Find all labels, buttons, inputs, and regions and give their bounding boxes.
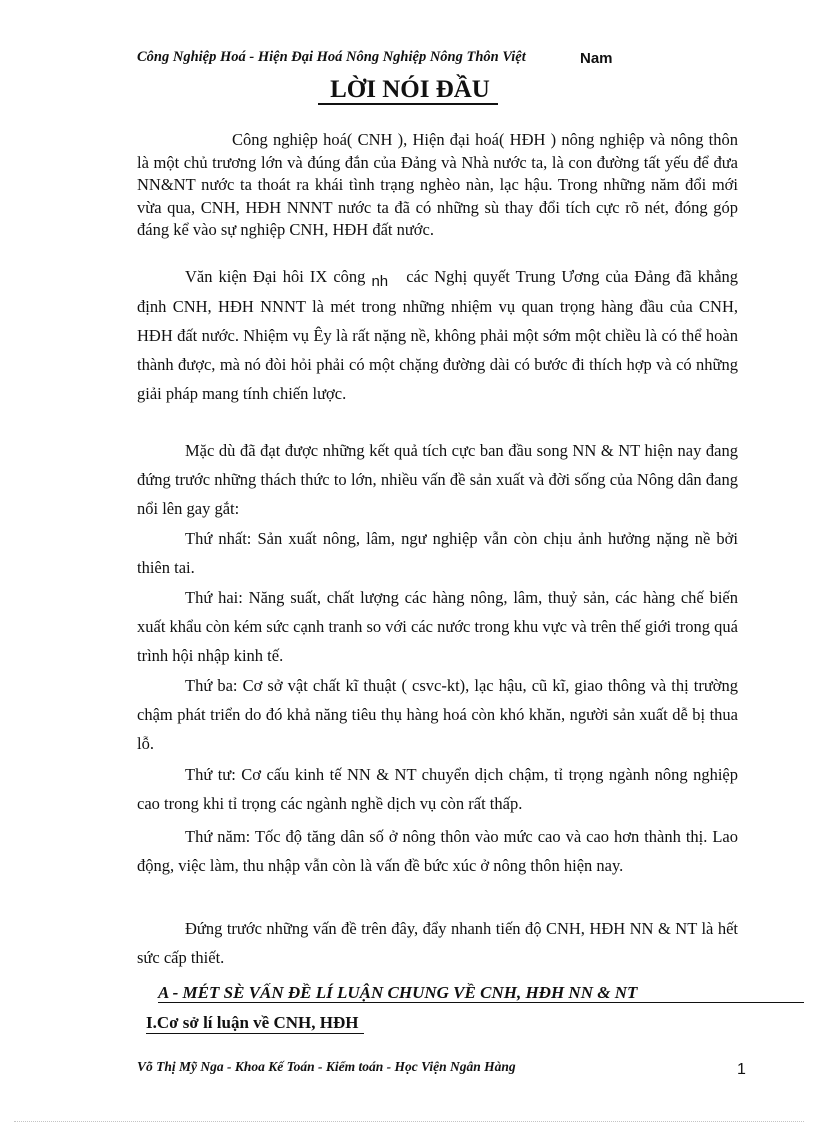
paragraph-thu-nhat: Thứ nhất: Sản xuất nông, lâm, ngư nghiệp vẫn còn chịu ảnh hưởng nặng nề bởi thiên tai. [137, 529, 738, 577]
paragraph-thu-tu: Thứ tư: Cơ cấu kinh tế NN & NT chuyển dịch chậm, tỉ trọng ngành nông nghiệp cao trong khi tỉ trọng các ngành nghề dịch vụ còn rất thấp. [137, 765, 738, 813]
running-header [137, 46, 657, 72]
paragraph-van-kien-start: Văn kiện Đại hôi IX công [185, 267, 366, 286]
paragraph-thu-hai: Thứ hai: Năng suất, chất lượng các hàng nông, lâm, thuỷ sản, các hàng chế biến xuất khẩu còn kém sức cạnh tranh so với các nước trong khu vực và trên thế giới trong quá trình hội nhập kinh tế. [137, 588, 738, 665]
paragraph-van-kien [137, 262, 738, 408]
section-a-underline [158, 1002, 804, 1003]
page-bottom-dotted-border [14, 1121, 804, 1122]
section-a-heading: A - MÉT SÈ VẤN ĐỀ LÍ LUẬN CHUNG VỀ CNH, HĐH NN & NT [158, 983, 638, 1002]
page-number: 1 [737, 1061, 746, 1078]
paragraph-van-kien-nh: nh [371, 273, 389, 290]
paragraph-thu-ba: Thứ ba: Cơ sở vật chất kĩ thuật ( csvc-kt), lạc hậu, cũ kĩ, giao thông và thị trường chậm phát triển do đó khả năng tiêu thụ hàng hoá còn khó khăn, người sản xuất dễ bị thua lỗ. [137, 676, 738, 753]
paragraph-thu-nam: Thứ năm: Tốc độ tăng dân số ở nông thôn vào mức cao và cao hơn thành thị. Lao động, việc làm, thu nhập vẫn còn là vấn đề bức xúc ở nông thôn hiện nay. [137, 827, 738, 875]
running-footer: Võ Thị Mỹ Nga - Khoa Kế Toán - Kiểm toán - Học Viện Ngân Hàng [137, 1059, 516, 1074]
page-title: LỜI NÓI ĐẦU [318, 76, 498, 105]
running-header-last-word: Nam [580, 50, 613, 67]
running-header-text: Công Nghiệp Hoá - Hiện Đại Hoá Nông Nghiệp Nông Thôn Việt [137, 49, 526, 65]
section-i-heading: I.Cơ sở lí luận về CNH, HĐH [146, 1013, 364, 1034]
paragraph-intro: Công nghiệp hoá( CNH ), Hiện đại hoá( HĐH ) nông nghiệp và nông thôn là một chủ trương lớn và đúng đắn của Đảng và Nhà nước ta, là con đường tất yếu để đưa NN&NT nước ta thoát ra khái tình trạng nghèo nàn, lạc hậu. Trong những năm đổi mới vừa qua, CNH, HĐH NNNT nước ta đã có những sù thay đổi tích cực rõ nét, đóng góp đáng kể vào sự nghiệp CNH, HĐH đất nước. [137, 130, 738, 239]
paragraph-conclusion: Đứng trước những vấn đề trên đây, đẩy nhanh tiến độ CNH, HĐH NN & NT là hết sức cấp thiết. [137, 919, 738, 967]
paragraph-van-kien-rest: các Nghị quyết Trung Ương của Đảng đã khẳng định CNH, HĐH NNNT là mét trong những nhiệm vụ quan trọng hàng đầu của CNH, HĐH đất nước. Nhiệm vụ Êy là rất nặng nề, không phải một sớm một chiều là có thể hoàn thành được, mà nó đòi hỏi phải có một chặng đường dài có bước đi thích hợp và có những giải pháp mang tính chiến lược. [137, 267, 739, 403]
page-title-wrapper [0, 76, 816, 104]
paragraph-thach-thuc: Mặc dù đã đạt được những kết quả tích cực ban đầu song NN & NT hiện nay đang đứng trước những thách thức to lớn, nhiều vấn đề sản xuất và đời sống của Nông dân đang nổi lên gay gắt: [137, 441, 738, 518]
